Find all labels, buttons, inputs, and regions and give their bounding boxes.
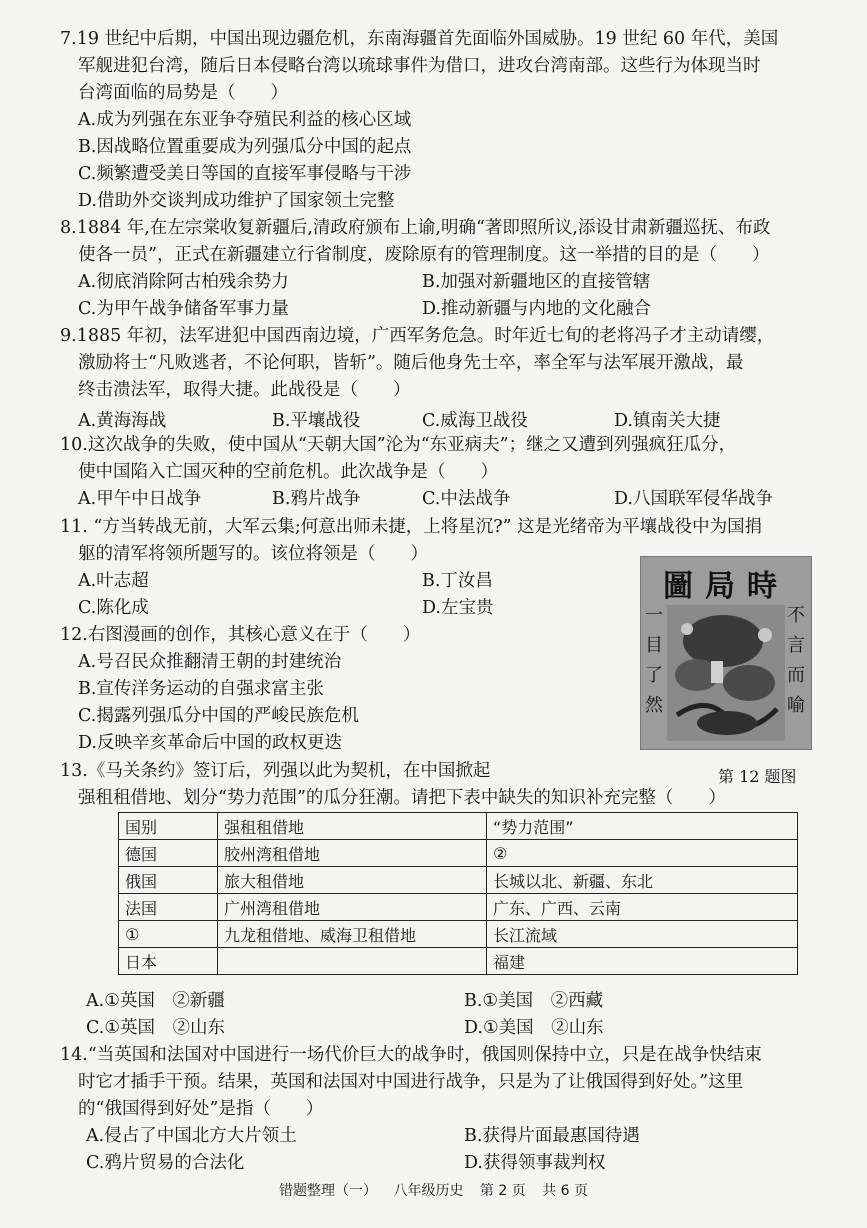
footer-total-pages: 共 6 页 xyxy=(542,1183,588,1199)
question-7 xyxy=(60,26,820,215)
footer-page-number: 第 2 页 xyxy=(479,1183,526,1199)
question-stem-line: 13.《马关条约》签订后，列强以此为契机，在中国掀起 xyxy=(60,761,491,781)
option-b[interactable]: B.丁汝昌 xyxy=(422,571,493,591)
cartoon-left-caption: 一目了然 xyxy=(645,605,663,716)
table-cell: ② xyxy=(487,840,798,867)
option-a[interactable]: A.黄海海战 xyxy=(78,411,167,431)
option-d[interactable]: D.获得领事裁判权 xyxy=(464,1153,606,1173)
table-cell: 俄国 xyxy=(119,867,218,894)
option-c[interactable]: C.①英国 ②山东 xyxy=(86,1018,226,1038)
cartoon-image xyxy=(640,556,812,750)
option-a[interactable]: A.叶志超 xyxy=(78,571,149,591)
cartoon-right-caption: 不言而喻 xyxy=(787,605,805,716)
question-13-options xyxy=(60,988,820,1042)
option-b[interactable]: B.平壤战役 xyxy=(272,411,361,431)
option-b[interactable]: B.鸦片战争 xyxy=(272,489,361,509)
table-cell: 德国 xyxy=(119,840,218,867)
question-12 xyxy=(60,622,620,757)
table-cell: 旅大租借地 xyxy=(218,867,487,894)
question-stem-line: 强租租借地、划分“势力范围”的瓜分狂潮。请把下表中缺失的知识补充完整（ ） xyxy=(78,788,726,808)
option-c[interactable]: C.陈化成 xyxy=(78,598,149,618)
table-header: 国别 xyxy=(119,813,218,840)
cartoon-title: 圖局時 xyxy=(663,569,789,604)
option-c[interactable]: C.中法战争 xyxy=(422,489,511,509)
question-stem-line: 9.1885 年初，法军进犯中国西南边境，广西军务危急。时年近七旬的老将冯子才主动请缨， xyxy=(60,326,775,346)
option-c[interactable]: C.为甲午战争储备军事力量 xyxy=(78,299,289,319)
option-d[interactable]: D.推动新疆与内地的文化融合 xyxy=(422,299,651,319)
table-row xyxy=(119,921,798,948)
question-stem-line: 躯的清军将领所题写的。该位将领是（ ） xyxy=(78,544,428,564)
question-stem-line: 使各一员”，正式在新疆建立行省制度，废除原有的管理制度。这一举措的目的是（ ） xyxy=(78,245,770,265)
option-a[interactable]: A.成为列强在东亚争夺殖民利益的核心区域 xyxy=(78,110,412,130)
question-stem-line: 使中国陷入亡国灭种的空前危机。此次战争是（ ） xyxy=(78,462,498,482)
figure-caption: 第 12 题图 xyxy=(718,767,797,786)
table-cell: ① xyxy=(119,921,218,948)
table-cell: 九龙租借地、威海卫租借地 xyxy=(218,921,487,948)
question-stem-line: 8.1884 年,在左宗棠收复新疆后,清政府颁布上谕,明确“著即照所议,添设甘肃新疆巡抚、布政 xyxy=(60,218,771,238)
question-14 xyxy=(60,1042,820,1177)
option-b[interactable]: B.因战略位置重要成为列强瓜分中国的起点 xyxy=(78,137,412,157)
options-row xyxy=(60,1150,820,1177)
options-row xyxy=(60,486,820,513)
option-c[interactable]: C.揭露列强瓜分中国的严峻民族危机 xyxy=(78,706,359,726)
question-stem-line: 的“俄国得到好处”是指（ ） xyxy=(78,1099,324,1119)
options-row xyxy=(60,296,820,323)
option-b[interactable]: B.宣传洋务运动的自强求富主张 xyxy=(78,679,324,699)
option-b[interactable]: B.加强对新疆地区的直接管辖 xyxy=(422,272,651,292)
table-cell: 福建 xyxy=(487,948,798,975)
option-b[interactable]: B.①美国 ②西藏 xyxy=(464,991,604,1011)
option-a[interactable]: A.侵占了中国北方大片领土 xyxy=(86,1126,297,1146)
footer-title: 错题整理（一） xyxy=(279,1183,377,1199)
options-row xyxy=(60,269,820,296)
question-stem-line: 11. “方当转战无前，大军云集;何意出师未捷，上将星沉?” 这是光绪帝为平壤战役中为国捐 xyxy=(60,517,763,537)
question-stem-line: 12.右图漫画的创作，其核心意义在于（ ） xyxy=(60,625,421,645)
option-d[interactable]: D.左宝贵 xyxy=(422,598,494,618)
table-cell: 胶州湾租借地 xyxy=(218,840,487,867)
question-stem-line: 台湾面临的局势是（ ） xyxy=(78,83,288,103)
option-c[interactable]: C.鸦片贸易的合法化 xyxy=(86,1153,245,1173)
table-header: 强租租借地 xyxy=(218,813,487,840)
option-d[interactable]: D.借助外交谈判成功维护了国家领土完整 xyxy=(78,191,395,211)
option-d[interactable]: D.镇南关大捷 xyxy=(614,411,721,431)
option-a[interactable]: A.彻底消除阿古柏残余势力 xyxy=(78,272,289,292)
options-row xyxy=(60,1015,820,1042)
table-cell: 长江流域 xyxy=(487,921,798,948)
page-footer xyxy=(0,1180,867,1200)
question-8 xyxy=(60,215,820,323)
table-header: “势力范围” xyxy=(487,813,798,840)
question-13 xyxy=(60,758,820,812)
question-stem-line: 14.“当英国和法国对中国进行一场代价巨大的战争时，俄国则保持中立，只是在战争快结束 xyxy=(60,1045,762,1065)
cartoon-illustration xyxy=(667,605,785,741)
question-9 xyxy=(60,323,820,435)
option-c[interactable]: C.频繁遭受美日等国的直接军事侵略与干涉 xyxy=(78,164,412,184)
options-row xyxy=(60,408,820,435)
option-a[interactable]: A.①英国 ②新疆 xyxy=(86,991,225,1011)
table-cell: 法国 xyxy=(119,894,218,921)
table-cell: 广东、广西、云南 xyxy=(487,894,798,921)
question-stem-line: 10.这次战争的失败，使中国从“天朝大国”沦为“东亚病夫”；继之又遭到列强疯狂瓜分， xyxy=(60,435,737,455)
table-row xyxy=(119,894,798,921)
table-row xyxy=(119,948,798,975)
footer-subject: 八年级历史 xyxy=(393,1183,464,1199)
options-row xyxy=(60,1123,820,1150)
option-a[interactable]: A.甲午中日战争 xyxy=(78,489,202,509)
question-stem-line: 激励将士“凡败逃者，不论何职，皆斩”。随后他身先士卒，率全军与法军展开激战，最 xyxy=(78,353,744,373)
question-stem-line: 军舰进犯台湾，随后日本侵略台湾以琉球事件为借口，进攻台湾南部。这些行为体现当时 xyxy=(78,56,761,76)
table-cell: 日本 xyxy=(119,948,218,975)
question-stem-line: 终击溃法军，取得大捷。此战役是（ ） xyxy=(78,380,411,400)
question-stem-line: 时它才插手干预。结果，英国和法国对中国进行战争，只是为了让俄国得到好处。”这里 xyxy=(78,1072,744,1092)
table-cell: 长城以北、新疆、东北 xyxy=(487,867,798,894)
table-cell xyxy=(218,948,487,975)
option-d[interactable]: D.①美国 ②山东 xyxy=(464,1018,604,1038)
table-cell: 广州湾租借地 xyxy=(218,894,487,921)
table-header-row xyxy=(119,813,798,840)
options-row xyxy=(60,988,820,1015)
powers-table xyxy=(118,812,798,975)
question-stem-line: 7.19 世纪中后期，中国出现边疆危机，东南海疆首先面临外国威胁。19 世纪 60 年代，美国 xyxy=(60,29,779,49)
option-b[interactable]: B.获得片面最惠国待遇 xyxy=(464,1126,640,1146)
question-10 xyxy=(60,432,820,513)
option-d[interactable]: D.反映辛亥革命后中国的政权更迭 xyxy=(78,733,342,753)
option-d[interactable]: D.八国联军侵华战争 xyxy=(614,489,773,509)
table-row xyxy=(119,867,798,894)
option-c[interactable]: C.威海卫战役 xyxy=(422,411,528,431)
option-a[interactable]: A.号召民众推翻清王朝的封建统治 xyxy=(78,652,342,672)
table-row xyxy=(119,840,798,867)
